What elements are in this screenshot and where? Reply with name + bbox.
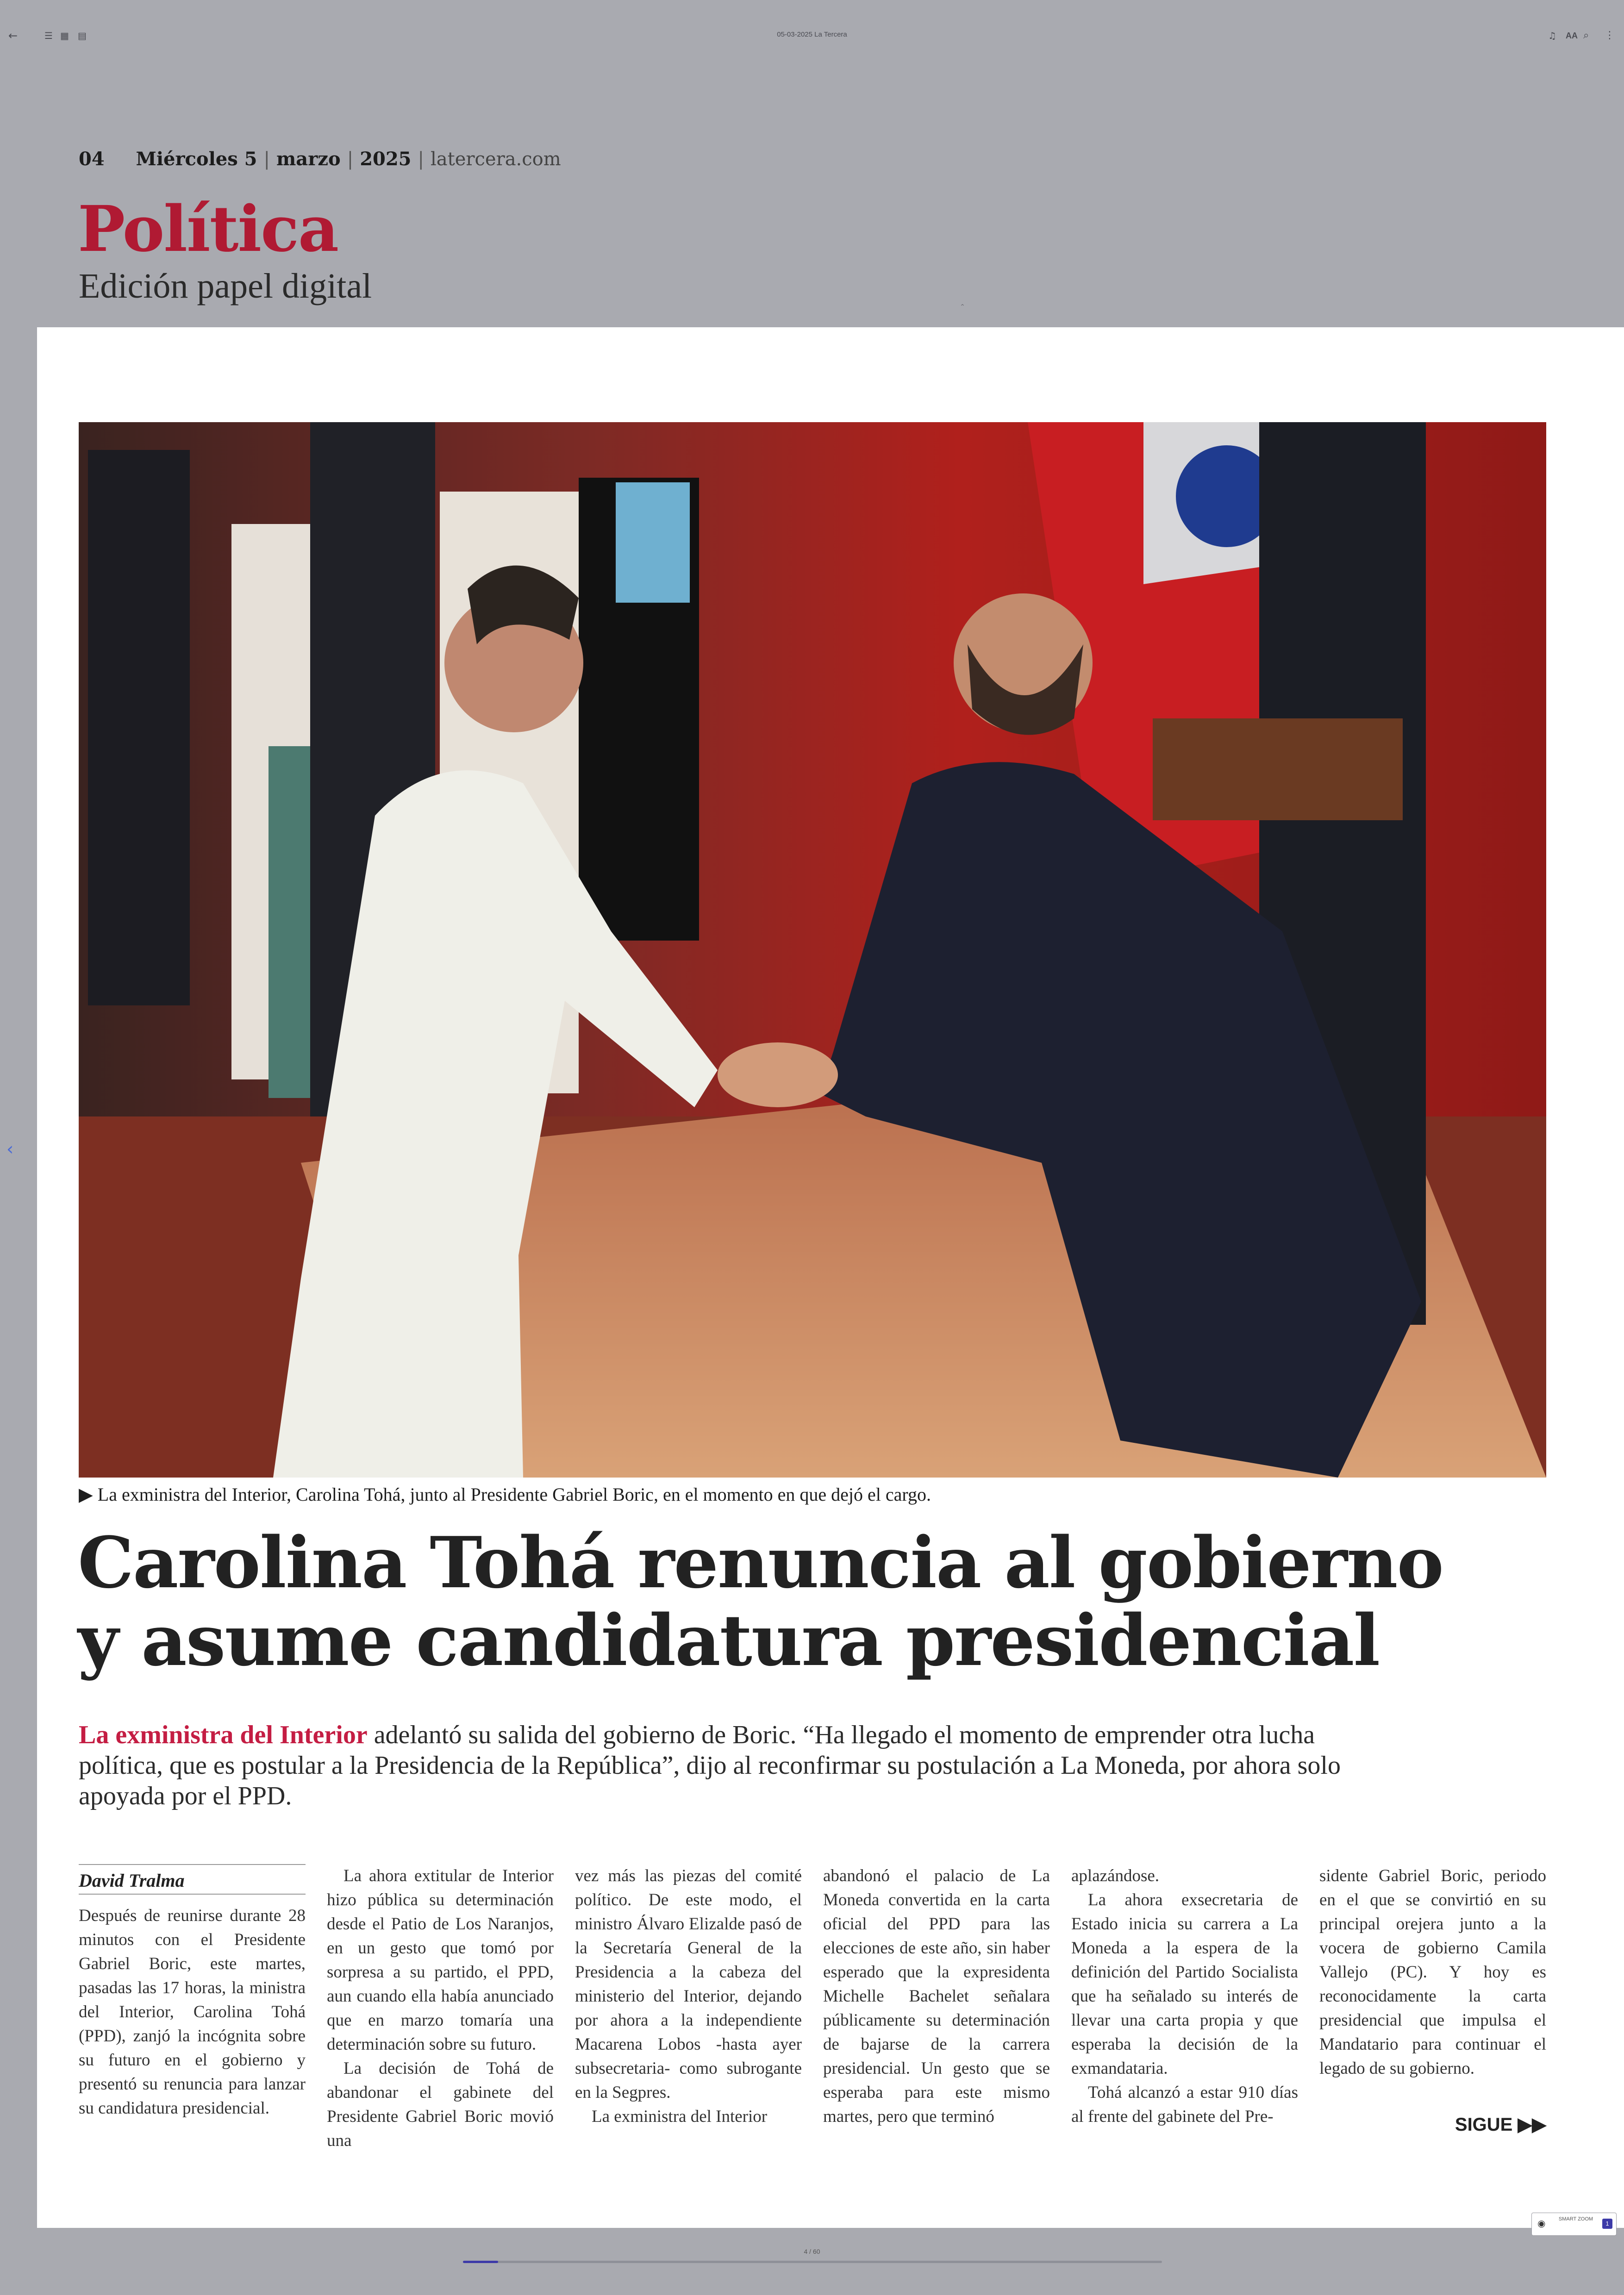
- article-photo: [79, 422, 1546, 1478]
- smart-zoom-toggle[interactable]: 1: [1602, 2219, 1612, 2229]
- lede-text: adelantó su salida del gobierno de Boric. “Ha llegado el momento de emprender otra lucha política, que es postular a la Presidencia de la República”, dijo al reconfirmar su postulación a La Moneda, por ahora solo apoyada por el PPD.: [79, 1721, 1341, 1810]
- body-column-2: [327, 1864, 554, 2153]
- masthead-month: marzo: [276, 148, 341, 170]
- continue-marker: SIGUE ▶▶: [1455, 2114, 1546, 2135]
- chevron-left-icon[interactable]: ‹: [6, 1139, 14, 1159]
- byline-rule-bottom: [79, 1894, 306, 1895]
- page-progress-bar[interactable]: [463, 2261, 1162, 2263]
- body-column-5: [1071, 1864, 1298, 2129]
- body-column-3: [575, 1864, 802, 2129]
- newspaper-page: [37, 327, 1624, 2228]
- body-paragraph: La exministra del Interior: [592, 2107, 768, 2126]
- masthead: 04 Miércoles 5 | marzo | 2025 | latercera.com: [79, 148, 561, 170]
- document-title: 05-03-2025 La Tercera: [777, 31, 847, 38]
- body-column-1: [79, 1864, 306, 2120]
- caption-text: La exministra del Interior, Carolina Tohá, junto al Presidente Gabriel Boric, en el momento en que dejó el cargo.: [97, 1484, 931, 1505]
- body-paragraph: Después de reunirse durante 28 minutos con el Presidente Gabriel Boric, este martes, pasadas las 17 horas, la ministra del Interior, Carolina Tohá (PPD), zanjó la incógnita sobre su futuro en el gobierno y presentó su renuncia para lanzar su candidatura presidencial.: [79, 1906, 306, 2118]
- section-subtitle: Edición papel digital: [79, 267, 372, 306]
- lede-highlight: La exministra del Interior: [79, 1721, 368, 1749]
- body-paragraph: vez más las piezas del comité político. De este modo, el ministro Álvaro Elizalde pasó de la Secretaría General de la Presidencia a la cabeza del ministerio del Interior, dejando por ahora a la independiente Macarena Lobos -hasta ayer subsecretaria- como subrogante en la Segpres.: [575, 1866, 802, 2102]
- collapse-toggle-icon[interactable]: ⌃: [960, 303, 965, 311]
- masthead-day: Miércoles 5: [136, 148, 257, 170]
- body-paragraph: La ahora extitular de Interior hizo pública su determinación desde el Patio de Los Naranjos, en un gesto que tomó por sorpresa a su partido, el PPD, aun cuando ella había anunciado que en marzo tomaría una determinación sobre su futuro.: [327, 1866, 554, 2054]
- text-size-button[interactable]: AA: [1566, 31, 1578, 40]
- article-body: [79, 1864, 1546, 2150]
- list-icon[interactable]: ☰: [44, 30, 53, 41]
- body-paragraph: abandonó el palacio de La Moneda convertida en la carta oficial del PPD para las elecciones de este año, sin haber esperado que la expresidenta Michelle Bachelet señalara públicamente su determinación de bajarse de la carrera presidencial. Un gesto que se esperaba para este mismo martes, pero que terminó: [823, 1866, 1050, 2126]
- body-column-6: [1319, 1864, 1546, 2081]
- body-paragraph: La ahora exsecretaria de Estado inicia su carrera a La Moneda a la espera de la definición del Partido Socialista que ha señalado su interés de llevar una carta propia y que esperaba la decisión de la exmandataria.: [1071, 1890, 1298, 2078]
- body-paragraph: La decisión de Tohá de abandonar el gabinete del Presidente Gabriel Boric movió una: [327, 2059, 554, 2150]
- body-paragraph: aplazándose.: [1071, 1866, 1160, 1885]
- headline-line-2: y asume candidatura presidencial: [78, 1599, 1380, 1682]
- masthead-year: 2025: [360, 148, 412, 170]
- article-headline: [78, 1521, 1467, 1682]
- page-progress-fill: [463, 2261, 498, 2263]
- caption-marker: ▶: [79, 1484, 93, 1505]
- smart-zoom-widget[interactable]: [1531, 2213, 1617, 2236]
- headphones-icon[interactable]: ♫: [1548, 30, 1556, 41]
- viewer-toolbar: [0, 0, 1624, 74]
- arrow-left-icon[interactable]: ←: [8, 29, 18, 42]
- photo-caption: [79, 1484, 931, 1505]
- body-paragraph: sidente Gabriel Boric, periodo en el que se convirtió en su principal orejera junto a la vocera de gobierno Camila Vallejo (PC). Y hoy es reconocidamente la carta presidencial que impulsa el Mandatario para continuar el legado de su gobierno.: [1319, 1866, 1546, 2078]
- single-page-icon[interactable]: ▤: [78, 30, 87, 41]
- masthead-site: latercera.com: [431, 149, 561, 170]
- headline-line-1: Carolina Tohá renuncia al gobierno: [78, 1521, 1443, 1604]
- more-vertical-icon[interactable]: ⋮: [1605, 30, 1615, 41]
- byline-rule-top: [79, 1864, 306, 1865]
- body-paragraph: Tohá alcanzó a estar 910 días al frente del gabinete del Pre-: [1071, 2083, 1298, 2126]
- page-indicator: 4 / 60: [804, 2248, 820, 2255]
- byline: David Tralma: [79, 1870, 185, 1891]
- page-number: 04: [79, 148, 105, 170]
- section-title: Política: [78, 192, 338, 266]
- smart-zoom-label: SMART ZOOM: [1558, 2216, 1593, 2222]
- search-icon[interactable]: ⌕: [1583, 30, 1589, 41]
- photo-illustration: [79, 422, 1546, 1478]
- body-column-4: [823, 1864, 1050, 2129]
- grid-icon[interactable]: ▦: [60, 30, 69, 41]
- article-lede: [79, 1720, 1366, 1811]
- eye-icon[interactable]: ◉: [1537, 2219, 1546, 2229]
